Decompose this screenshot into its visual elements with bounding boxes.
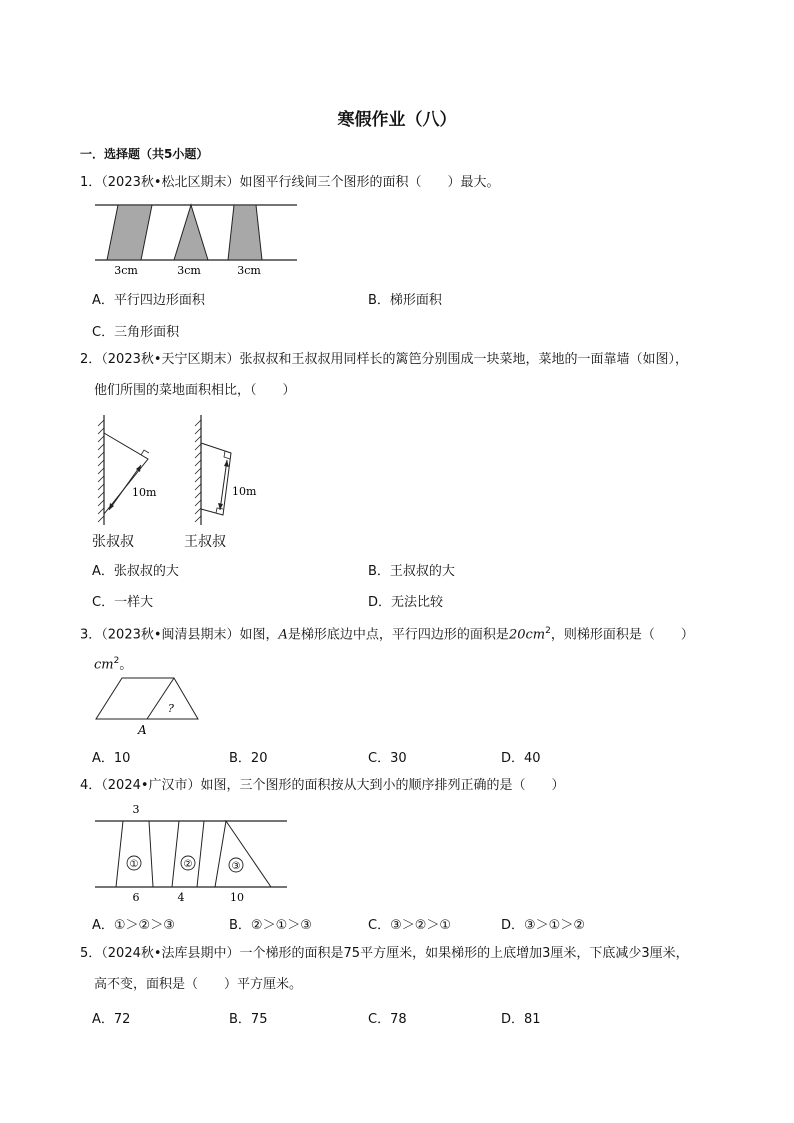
q3-stem-part-a: 3．（2023秋•闽清县期末）如图， [80,627,279,643]
q5-option-d[interactable]: D．81 [501,1012,541,1027]
q4-shape-label-2: ② [183,859,193,870]
q1-option-a[interactable]: A．平行四边形面积 [92,293,205,308]
length-label-left: 10m [132,486,157,499]
q3-stem-part-c: ，则梯形面积是（ ） [550,627,694,643]
q2-option-c[interactable]: C．一样大 [92,595,154,610]
q2-option-d[interactable]: D．无法比较 [368,595,444,610]
question-2-figure [90,410,280,550]
q4-option-a[interactable]: A．①＞②＞③ [92,918,175,933]
q3-unit-end: 。 [119,657,133,673]
q3-option-b[interactable]: B．20 [229,751,268,766]
question-3-stem [80,623,694,643]
page-title: 寒假作业（八） [337,110,457,130]
q4-option-c[interactable]: C．③＞②＞① [368,918,452,933]
figure-name-zhang: 张叔叔 [92,534,134,550]
question-1-stem: 1．（2023秋•松北区期末）如图平行线间三个图形的面积（ ）最大。 [80,175,500,190]
q3-area-sup: 2 [545,626,551,636]
question-4-figure [90,800,295,905]
q3-area-value: 20cm [508,627,546,643]
q4-bottom-label-2: 4 [177,891,185,904]
q2-option-a[interactable]: A．张叔叔的大 [92,564,179,579]
q3-point-label: A [138,723,147,737]
figure-name-wang: 王叔叔 [184,534,226,550]
q4-top-label: 3 [132,803,140,816]
q5-option-c[interactable]: C．78 [368,1012,407,1027]
q4-shape-label-3: ③ [231,861,241,872]
shape-2 [172,821,204,887]
triangle-shape [174,205,208,260]
q3-unit: cm [94,657,114,673]
trapezoid-shape [228,205,262,260]
trapezoid-outline [96,678,198,719]
question-2-stem-line2: 他们所围的菜地面积相比，（ ） [94,383,296,398]
label-triangle-base: 3cm [177,264,201,277]
question-5-stem-line1: 5．（2024秋•法库县期中）一个梯形的面积是75平方厘米，如果梯形的上底增加3厘米，下底减少3厘米， [80,946,689,961]
q3-stem-part-b: 是梯形底边中点，平行四边形的面积是 [287,627,509,643]
section-heading: 一．选择题（共5小题） [80,147,209,161]
q4-bottom-label-3: 10 [230,891,244,904]
q4-shape-label-1: ① [129,859,139,870]
question-3-figure [92,676,202,738]
q3-option-d[interactable]: D．40 [501,751,541,766]
shape-1 [116,821,153,887]
q3-option-c[interactable]: C．30 [368,751,407,766]
question-4-stem: 4．（2024•广汉市）如图，三个图形的面积按从大到小的顺序排列正确的是（ ） [80,778,565,793]
q1-option-b[interactable]: B．梯形面积 [368,293,442,308]
question-2-stem-line1: 2．（2023秋•天宁区期末）张叔叔和王叔叔用同样长的篱笆分别围成一块菜地，菜地的一面靠墙（如图）， [80,352,689,367]
question-5-stem-line2: 高不变，面积是（ ）平方厘米。 [94,977,303,992]
q3-point-var: A [278,627,288,643]
length-label-right: 10m [232,485,257,498]
q1-option-c[interactable]: C．三角形面积 [92,325,180,340]
q3-unit-sup: 2 [113,656,120,666]
q3-option-a[interactable]: A．10 [92,751,131,766]
q5-option-a[interactable]: A．72 [92,1012,131,1027]
q3-question-mark: ? [168,702,174,715]
label-parallelogram-base: 3cm [114,264,138,277]
q4-option-b[interactable]: B．②＞①＞③ [229,918,312,933]
question-1-figure [90,200,300,280]
shape-3 [215,821,271,887]
question-3-unit [94,653,132,673]
q5-option-b[interactable]: B．75 [229,1012,268,1027]
q2-option-b[interactable]: B．王叔叔的大 [368,564,455,579]
label-trapezoid-base: 3cm [237,264,261,277]
parallelogram-shape [107,205,152,260]
q4-option-d[interactable]: D．③＞①＞② [501,918,585,933]
q4-bottom-label-1: 6 [132,891,140,904]
